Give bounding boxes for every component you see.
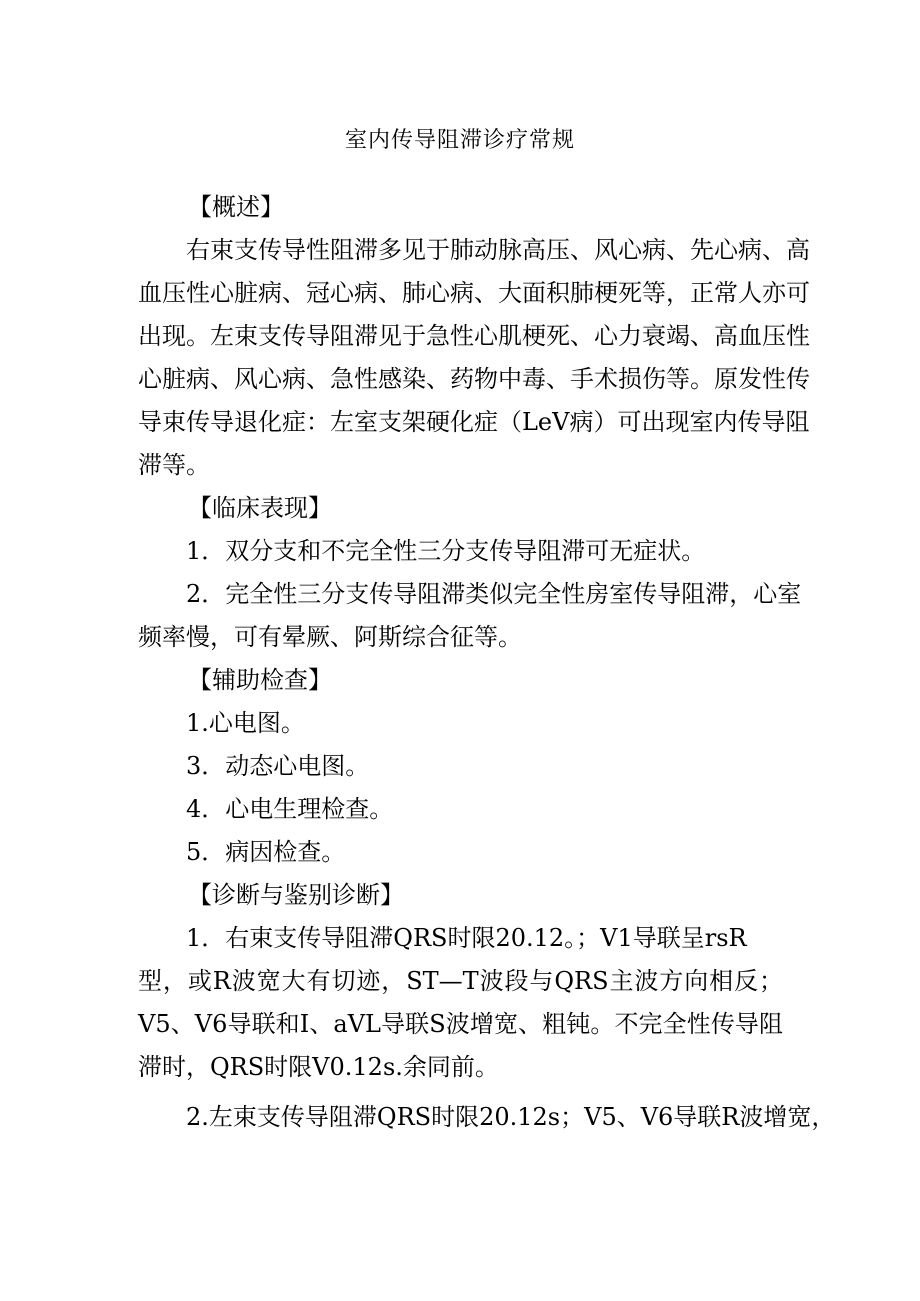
list-item: 3．动态心电图。	[186, 752, 370, 780]
section-heading-exams: 【辅助检查】	[188, 666, 332, 694]
list-item-continuation: 滞时，QRS时限V0.12s.余同前。	[138, 1053, 499, 1081]
page-title: 室内传导阻滞诊疗常规	[344, 128, 575, 153]
list-item: 2.左束支传导阻滞QRS时限20.12s；V5、V6导联R波增宽，	[186, 1103, 836, 1131]
list-item-continuation: V5、V6导联和I、aVL导联S波增宽、粗钝。不完全性传导阻	[138, 1010, 783, 1038]
list-item: 2．完全性三分支传导阻滞类似完全性房室传导阻滞，心室	[186, 580, 802, 608]
paragraph-line: 滞等。	[138, 451, 210, 479]
paragraph-line: 心脏病、风心病、急性感染、药物中毒、手术损伤等。原发性传	[138, 365, 810, 393]
list-item: 1.心电图。	[186, 709, 305, 737]
paragraph-line: 右束支传导性阻滞多见于肺动脉高压、风心病、先心病、高	[186, 236, 810, 264]
paragraph-line: 血压性心脏病、冠心病、肺心病、大面积肺梗死等，正常人亦可	[138, 279, 810, 307]
section-heading-overview: 【概述】	[188, 193, 284, 221]
list-item-continuation: 型，或R波宽大有切迹，ST—T波段与QRS主波方向相反；	[138, 967, 783, 995]
list-item: 1．双分支和不完全性三分支传导阻滞可无症状。	[186, 537, 706, 565]
list-item-continuation: 频率慢，可有晕厥、阿斯综合征等。	[138, 623, 522, 651]
paragraph-line: 导束传导退化症：左室支架硬化症（LeV病）可出现室内传导阻	[138, 408, 810, 436]
list-item: 1．右束支传导阻滞QRS时限20.12。；V1导联呈rsR	[186, 924, 747, 952]
list-item: 5．病因检查。	[186, 838, 346, 866]
section-heading-diagnosis: 【诊断与鉴别诊断】	[188, 881, 404, 909]
paragraph-line: 出现。左束支传导阻滞见于急性心肌梗死、心力衰竭、高血压性	[138, 322, 810, 350]
list-item: 4．心电生理检查。	[186, 795, 394, 823]
section-heading-clinical: 【临床表现】	[188, 494, 332, 522]
